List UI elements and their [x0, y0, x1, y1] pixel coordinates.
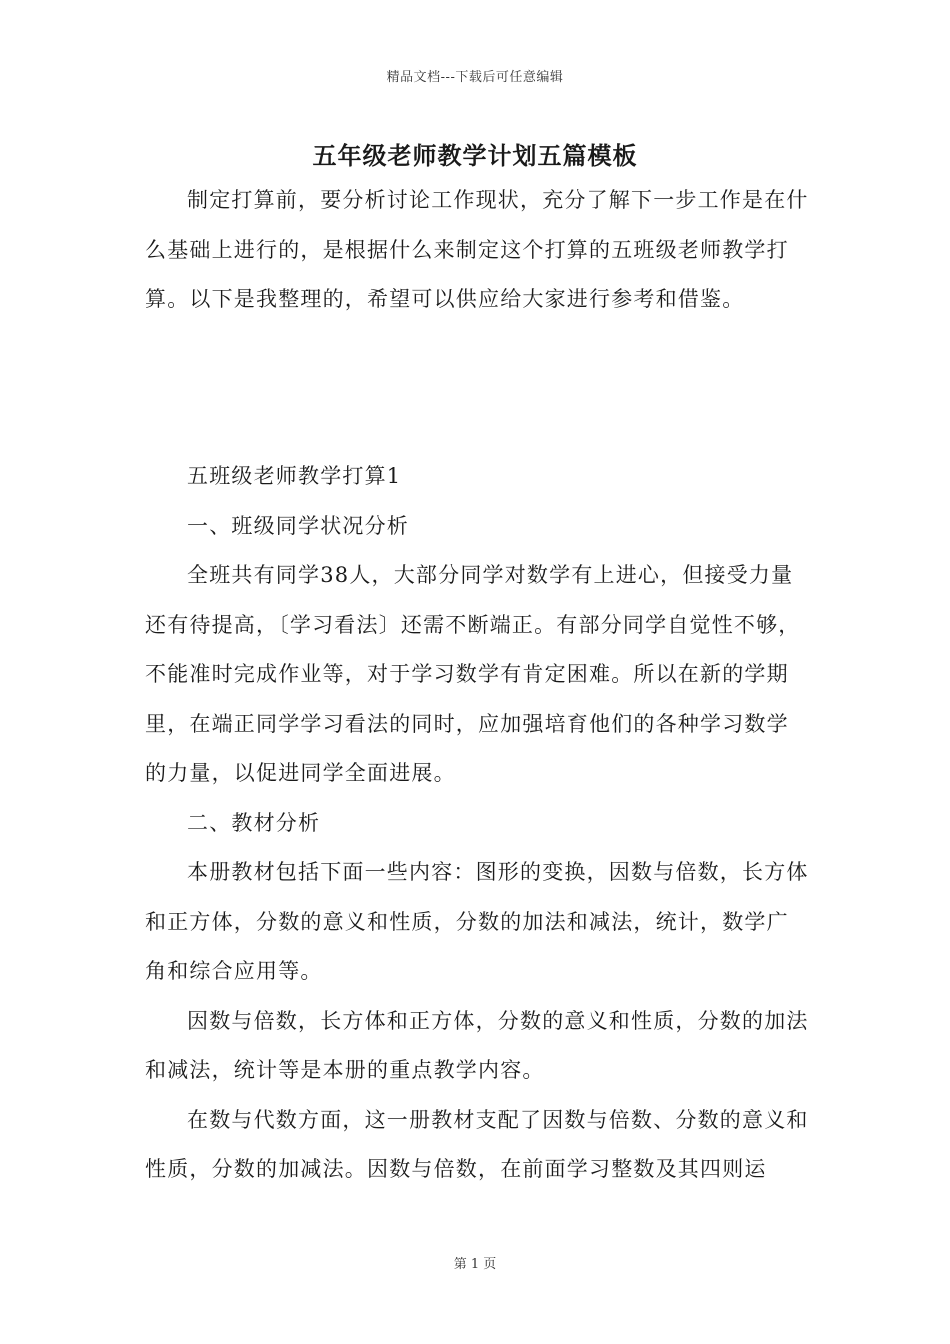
paragraph-key-content: 因数与倍数，长方体和正方体，分数的意义和性质，分数的加法和减法，统计等是本册的重点教学内容。: [145, 1008, 809, 1082]
intro-paragraph: 制定打算前，要分析讨论工作现状，充分了解下一步工作是在什么基础上进行的，是根据什么来制定这个打算的五班级老师教学打算。以下是我整理的，希望可以供应给大家进行参考和借鉴。: [145, 188, 809, 311]
paragraph-number-algebra: 在数与代数方面，这一册教材支配了因数与倍数、分数的意义和性质，分数的加减法。因数与倍数，在前面学习整数及其四则运: [145, 1107, 809, 1181]
intro-section: [145, 176, 810, 325]
section-1: [145, 452, 810, 1195]
page-header: 精品文档---下载后可任意编辑: [386, 70, 564, 85]
page-number: 第 1 页: [453, 1257, 497, 1272]
section-heading: 五班级老师教学打算1: [187, 464, 402, 488]
paragraph-class-analysis: 全班共有同学38人，大部分同学对数学有上进心，但接受力量还有待提高，〔学习看法〕还需不断端正。有部分同学自觉性不够，不能准时完成作业等，对于学习数学有肯定困难。所以在新的学期里，在端正同学学习看法的同时，应加强培育他们的各种学习数学的力量，以促进同学全面进展。: [145, 563, 801, 785]
document-title: 五年级老师教学计划五篇模板: [312, 141, 638, 170]
subheading-textbook-analysis: 二、教材分析: [187, 810, 321, 835]
subheading-class-analysis: 一、班级同学状况分析: [187, 513, 409, 538]
paragraph-textbook-contents: 本册教材包括下面一些内容：图形的变换，因数与倍数，长方体和正方体，分数的意义和性质，分数的加法和减法，统计，数学广角和综合应用等。: [145, 860, 809, 983]
